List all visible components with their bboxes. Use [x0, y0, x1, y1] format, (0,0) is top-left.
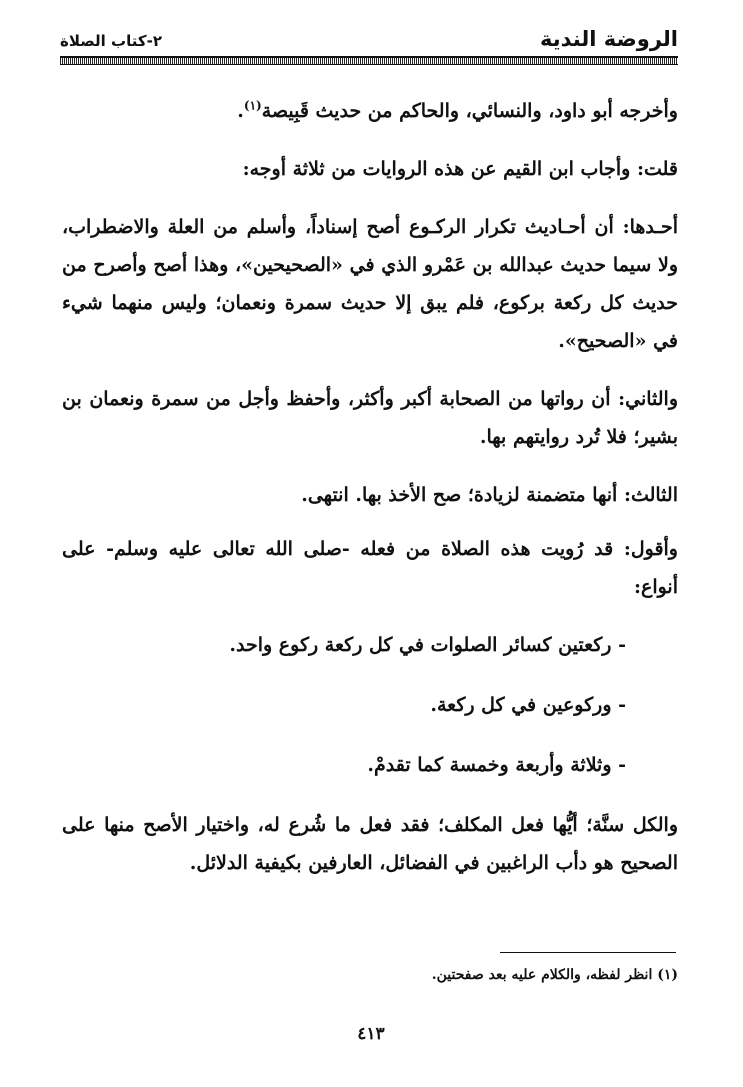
list-item-2: - وركوعين في كل ركعة. [430, 694, 626, 716]
footnote-marker: (١) [243, 98, 262, 113]
footnote-rule [500, 952, 676, 953]
chapter-title: ٢-كتاب الصلاة [60, 32, 162, 50]
header-rule [60, 56, 678, 65]
paragraph-6: وأقول: قد رُويت هذه الصلاة من فعله -صلى الله تعالى عليه وسلم- على أنواع: [62, 538, 678, 598]
footnote: (١) انظر لفظه، والكلام عليه بعد صفحتين. [431, 967, 678, 983]
paragraph-1-end: . [237, 100, 244, 122]
list-item-1: - ركعتين كسائر الصلوات في كل ركعة ركوع واحد. [229, 634, 626, 656]
paragraph-2: قلت: وأجاب ابن القيم عن هذه الروايات من ثلاثة أوجه: [242, 158, 678, 180]
body-text [62, 92, 678, 902]
book-title: الروضة الندية [540, 27, 678, 51]
page-number: ٤١٣ [357, 1024, 385, 1044]
list-item-3: - وثلاثة وأربعة وخمسة كما تقدمْ. [367, 754, 626, 776]
paragraph-1 [62, 92, 678, 130]
paragraph-7: والكل سنَّة؛ أيُّها فعل المكلف؛ فقد فعل ما شُرع له، واختيار الأصح منها على الصحيح هو دأب الراغبين في الفضائل، العارفين بكيفية الدلائل. [62, 814, 678, 874]
running-header [60, 22, 678, 54]
paragraph-5: الثالث: أنها متضمنة لزيادة؛ صح الأخذ بها. انتهى. [301, 484, 678, 506]
paragraph-4: والثاني: أن رواتها من الصحابة أكبر وأكثر، وأحفظ وأجل من سمرة ونعمان بن بشير؛ فلا تُرد روايتهم بها. [62, 388, 678, 448]
paragraph-3: أحـدها: أن أحـاديث تكرار الركـوع أصح إسناداً، وأسلم من العلة والاضطراب، ولا سيما حديث عبدالله بن عَمْرو الذي في «الصحيحين»، وهذا أصح وأصرح من حديث كل ركعة بركوع، فلم يبق إلا حديث سمرة ونعمان؛ وليس منهما شيء في «الصحيح». [62, 216, 678, 352]
paragraph-1-text: وأخرجه أبو داود، والنسائي، والحاكم من حديث قَبِيصة [261, 100, 678, 122]
